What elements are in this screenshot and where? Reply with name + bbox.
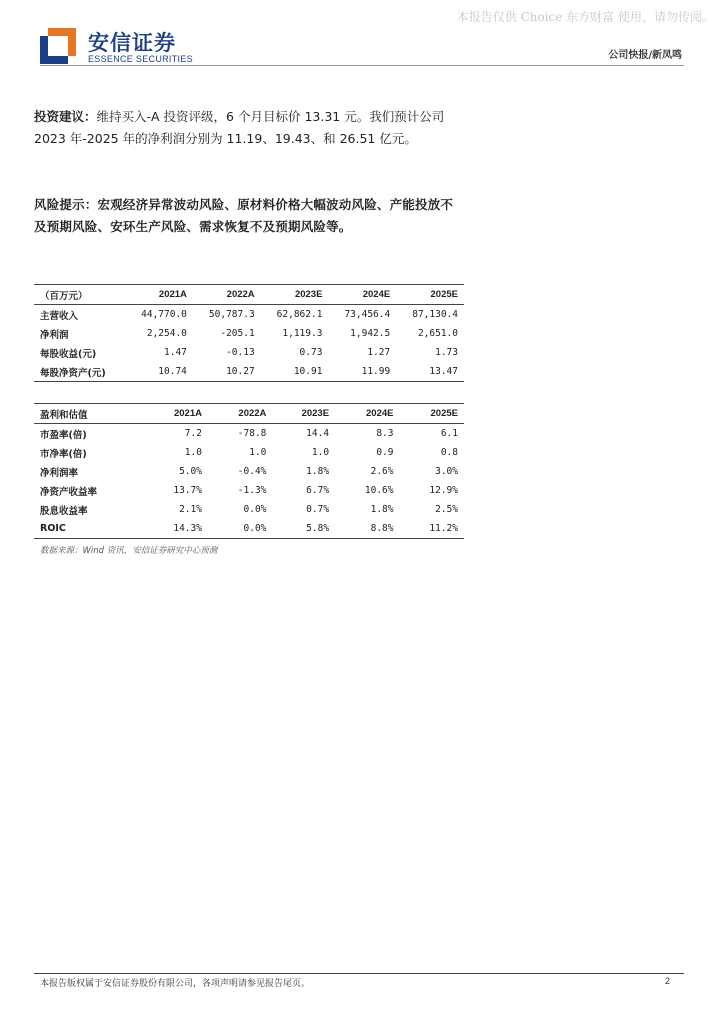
table-cell: 8.8% [370, 523, 394, 534]
table-cell: 1.27 [367, 347, 391, 358]
row-label: 净资产收益率 [40, 486, 98, 498]
table-cell: -205.1 [220, 328, 255, 339]
table-cell: 10.6% [364, 485, 394, 496]
brand-name-en: ESSENCE SECURITIES [88, 54, 193, 64]
table-cell: 0.7% [306, 504, 330, 515]
table-cell: 13.47 [429, 366, 458, 377]
table-header-row [34, 285, 464, 305]
table-cell: 6.7% [306, 485, 330, 496]
table-cell: 5.0% [179, 466, 202, 477]
table-row [34, 343, 464, 362]
brand-name-cn: 安信证券 [88, 31, 176, 55]
table-cell: 10.74 [158, 366, 187, 377]
table-cell: 2.6% [370, 466, 394, 477]
row-label: 股息收益率 [40, 505, 88, 517]
table-header-cell: 2025E [430, 408, 458, 419]
table-cell: 3.0% [435, 466, 458, 477]
table-cell: -0.13 [226, 347, 255, 358]
footer-divider [34, 973, 684, 974]
table-header-cell: 盈利和估值 [40, 409, 88, 421]
row-label: 主营收入 [40, 310, 79, 322]
row-label: 净利润 [40, 329, 69, 341]
footer-disclaimer: 本报告版权属于安信证券股份有限公司，各项声明请参见报告尾页。 [40, 979, 311, 989]
table-cell: 2,254.0 [146, 328, 187, 339]
row-label: 市净率(倍) [40, 448, 87, 460]
table-cell: 12.9% [429, 485, 458, 496]
table-header-cell: 2021A [173, 408, 202, 419]
table-cell: 14.3% [173, 523, 202, 534]
table-cell: 0.9 [376, 447, 394, 458]
table-header-cell: 2022A [238, 408, 267, 419]
table-row [34, 324, 464, 343]
table-cell: -78.8 [237, 428, 267, 439]
table-cell: 1,942.5 [350, 328, 391, 339]
table-cell: 1.0 [311, 447, 330, 458]
table-cell: 10.27 [226, 366, 255, 377]
table-header-row [34, 404, 464, 424]
table-cell: 8.3 [376, 428, 394, 439]
table-cell: 1.73 [435, 347, 458, 358]
recommendation-text: 维持买入-A 投资评级，6 个月目标价 13.31 元。我们预计公司 2023 年-2025 年的净利润分别为 11.19、19.43、和 26.51 亿元。 [34, 109, 445, 146]
table-header-cell: 2024E [362, 289, 391, 300]
watermark-text: 本报告仅供 Choice 东方财富 使用，请勿传阅。 [456, 10, 714, 24]
table-cell: -0.4% [237, 466, 267, 477]
table-header-cell: 2025E [430, 289, 458, 300]
recommendation-lead: 投资建议： [34, 109, 97, 124]
table-cell: 2,651.0 [417, 328, 458, 339]
table-cell: 0.73 [299, 347, 323, 358]
row-label: 净利润率 [40, 467, 79, 479]
table-row [34, 519, 464, 539]
header-divider [40, 65, 684, 66]
data-source-note: 数据来源：Wind 资讯，安信证券研究中心预测 [40, 546, 218, 556]
table-cell: 1.8% [306, 466, 330, 477]
table-header-cell: 2022A [226, 289, 255, 300]
table-cell: 50,787.3 [208, 309, 255, 320]
table-cell: 1,119.3 [282, 328, 323, 339]
table-cell: 11.2% [429, 523, 458, 534]
table-cell: 44,770.0 [141, 309, 187, 320]
table-cell: 87,130.4 [412, 309, 458, 320]
row-label: ROIC [40, 523, 66, 534]
brand-logo-icon [40, 28, 76, 64]
table-cell: 1.0 [184, 447, 202, 458]
table-header-cell: 2021A [158, 289, 187, 300]
table-cell: 0.0% [243, 523, 267, 534]
table-cell: 13.7% [173, 485, 202, 496]
page-number: 2 [664, 976, 670, 986]
table-row [34, 481, 464, 500]
table-cell: 73,456.4 [344, 309, 391, 320]
valuation-table [34, 403, 464, 539]
row-label: 每股净资产(元) [40, 367, 106, 379]
table-header-cell: 2023E [301, 408, 330, 419]
table-row [34, 443, 464, 462]
table-header-cell: （百万元） [40, 290, 88, 302]
table-row [34, 462, 464, 481]
table-cell: 1.47 [164, 347, 187, 358]
table-row [34, 424, 464, 444]
section-tag: 公司快报/新凤鸣 [608, 50, 682, 61]
table-row [34, 500, 464, 519]
table-header-cell: 2023E [294, 289, 323, 300]
investment-recommendation [34, 106, 454, 150]
table-cell: 5.8% [306, 523, 330, 534]
table-cell: 0.8 [440, 447, 458, 458]
table-cell: 7.2 [184, 428, 202, 439]
table-cell: 14.4 [306, 428, 330, 439]
row-label: 每股收益(元) [40, 348, 97, 360]
table-cell: 2.5% [435, 504, 458, 515]
brand-logo [40, 26, 200, 68]
table-row [34, 305, 464, 325]
row-label: 市盈率(倍) [40, 429, 87, 441]
financial-summary-table [34, 284, 464, 382]
table-row [34, 362, 464, 382]
table-cell: 0.0% [243, 504, 267, 515]
table-cell: 11.99 [361, 366, 391, 377]
table-cell: 2.1% [179, 504, 202, 515]
risk-warning: 风险提示：宏观经济异常波动风险、原材料价格大幅波动风险、产能投放不及预期风险、安环生产风险、需求恢复不及预期风险等。 [34, 197, 454, 234]
table-cell: 10.91 [293, 366, 323, 377]
table-cell: 1.8% [370, 504, 394, 515]
table-header-cell: 2024E [366, 408, 394, 419]
table-cell: -1.3% [237, 485, 267, 496]
table-cell: 6.1 [440, 428, 458, 439]
table-cell: 1.0 [249, 447, 267, 458]
table-cell: 62,862.1 [276, 309, 323, 320]
